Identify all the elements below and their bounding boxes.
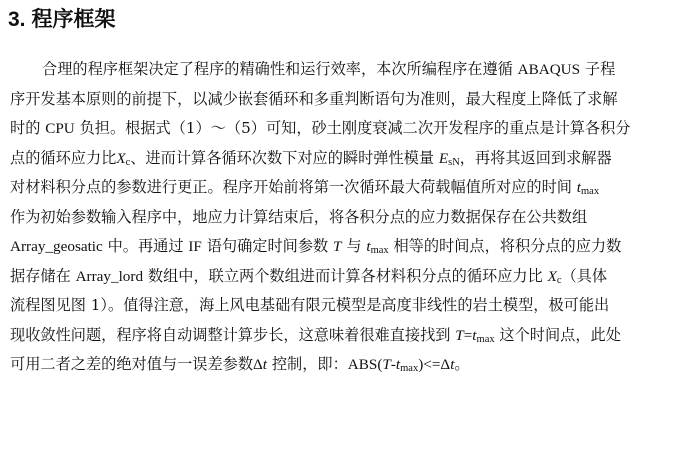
math-subscript: max bbox=[476, 333, 495, 345]
section-number: 3. bbox=[8, 8, 26, 31]
text-run: 、进而计算各循环次数下对应的瞬时弹性模量 bbox=[130, 148, 439, 167]
math-variable: t bbox=[450, 356, 455, 373]
math-variable: E bbox=[438, 149, 449, 167]
paragraph-line bbox=[10, 85, 678, 115]
text-run: 这个时间点，此处 bbox=[494, 325, 621, 344]
text-run: 。 bbox=[454, 355, 470, 373]
math-variable: X bbox=[547, 267, 557, 285]
array-name: Array_geosatic bbox=[10, 238, 103, 255]
math-variable: t bbox=[262, 356, 268, 373]
text-run: 点的循环应力比 bbox=[10, 148, 117, 167]
paragraph-line bbox=[10, 114, 678, 144]
math-subscript: max bbox=[581, 186, 600, 197]
math-variable: t bbox=[395, 356, 401, 373]
text-run: 相等的时间点，将积分点的应力数 bbox=[388, 237, 622, 255]
text-run: 中。再通过 bbox=[102, 237, 189, 255]
section-title: 程序框架 bbox=[31, 7, 116, 31]
text-run: 子程 bbox=[580, 60, 616, 78]
math-variable: t bbox=[366, 238, 371, 255]
paragraph-line bbox=[10, 55, 678, 85]
keyword: IF bbox=[188, 238, 202, 255]
math-operator: )<=Δ bbox=[418, 356, 451, 373]
text-run: 对材料积分点的参数进行更正。程序开始前将第一次循环最大荷载幅值所对应的时间 bbox=[10, 178, 577, 196]
text-run: 可用二者之差的绝对值与一误差参数 bbox=[10, 355, 253, 373]
text-run: ，再将其返回到求解器 bbox=[459, 148, 612, 167]
math-subscript: c bbox=[125, 156, 131, 168]
text-run: 时的 bbox=[10, 119, 46, 137]
text-run: 现收敛性问题，程序将自动调整计算步长，这意味着很难直接找到 bbox=[10, 325, 456, 344]
text-run: 语句确定时间参数 bbox=[201, 237, 334, 255]
text-run: 合理的程序框架决定了程序的精确性和运行效率，本次所编程序在遵循 bbox=[42, 60, 518, 78]
text-run: （具体 bbox=[561, 266, 608, 285]
text-run: 作为初始参数输入程序中，地应力计算结束后，将各积分点的应力数据保存在公共数组 bbox=[10, 207, 588, 226]
math-variable: T bbox=[382, 356, 391, 373]
text-run: 据存储在 bbox=[10, 266, 76, 285]
math-subscript: max bbox=[370, 245, 389, 256]
paragraph-line bbox=[10, 321, 678, 351]
paragraph-line bbox=[10, 144, 678, 174]
text-run: 负担。根据式（1）～（5）可知，砂土刚度衰减二次开发程序的重点是计算各积分 bbox=[74, 119, 631, 137]
math-variable: X bbox=[116, 149, 126, 167]
paragraph-line bbox=[10, 232, 678, 262]
math-variable: t bbox=[576, 179, 581, 196]
paragraph-line bbox=[10, 350, 678, 380]
software-name: ABAQUS bbox=[517, 61, 581, 78]
paragraph-line bbox=[10, 291, 678, 321]
text-run: 流程图见图 1）。值得注意，海上风电基础有限元模型是高度非线性的岩土模型，极可能出 bbox=[10, 296, 610, 314]
math-symbol: Δ bbox=[253, 356, 263, 373]
math-variable: T bbox=[455, 326, 464, 344]
math-subscript: c bbox=[556, 274, 562, 286]
text-run: 数组中，联立两个数组进而计算各材料积分点的循环应力比 bbox=[143, 266, 548, 285]
paragraph-line bbox=[10, 173, 678, 203]
acronym: CPU bbox=[45, 120, 75, 137]
array-name: Array_lord bbox=[75, 267, 144, 285]
math-operator: - bbox=[390, 356, 396, 373]
text-run: 序开发基本原则的前提下，以减少嵌套循环和多重判断语句为准则，最大程度上降低了求解 bbox=[10, 89, 618, 108]
math-function: ABS( bbox=[347, 356, 383, 373]
paragraph-line bbox=[10, 203, 678, 233]
text-run: 控制，即： bbox=[267, 355, 348, 373]
text-run: 与 bbox=[341, 237, 367, 255]
math-variable: T bbox=[333, 238, 342, 255]
paragraph bbox=[10, 55, 678, 380]
paragraph-line bbox=[10, 262, 678, 292]
math-variable: t bbox=[472, 326, 477, 344]
section-heading bbox=[8, 4, 116, 35]
math-operator: = bbox=[463, 326, 473, 344]
math-subscript: sN bbox=[448, 156, 460, 168]
math-subscript: max bbox=[400, 363, 419, 374]
